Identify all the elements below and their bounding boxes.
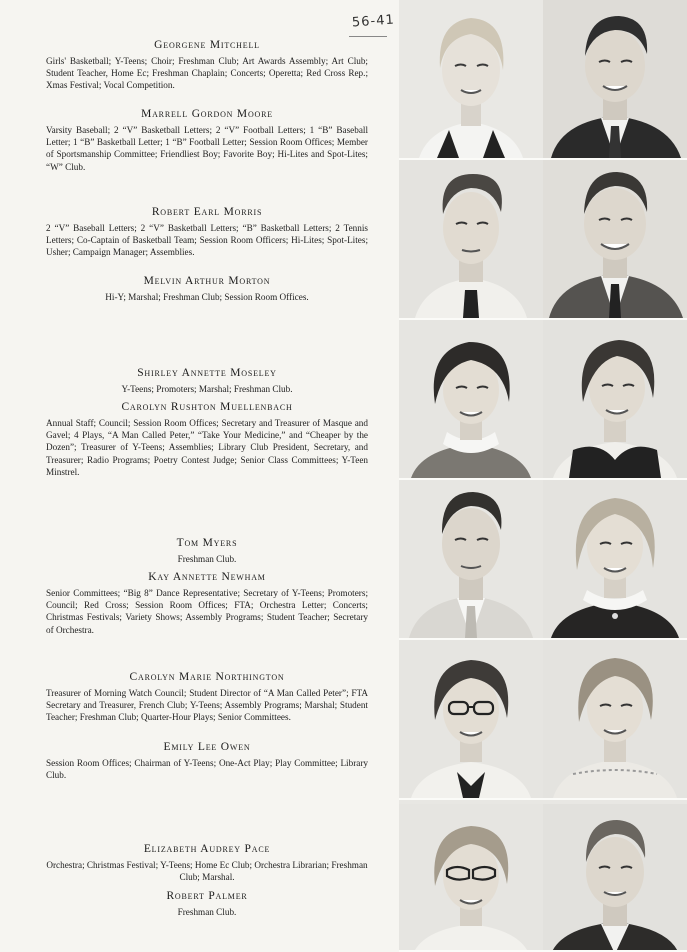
- student-name: Carolyn Marie Northington: [129, 671, 285, 683]
- page-number-underline: [349, 36, 387, 37]
- portrait-photo: [399, 800, 543, 952]
- student-name: Emily Lee Owen: [163, 741, 251, 753]
- student-name: Shirley Annette Moseley: [137, 367, 277, 379]
- senior-entry: [46, 274, 368, 303]
- portrait-grid: [399, 0, 687, 950]
- student-activities: Senior Committees; “Big 8” Dance Representative; Secretary of Y-Teens; Promoters; Council; Red Cross; Session Room Offices; FTA; Orchestra Letter; Concerts; Christmas Festivals; Variety Shows; Assembly Programs; Student Teacher; Secretary of Orchestra.: [46, 588, 368, 635]
- portrait-photo: [543, 160, 687, 320]
- portrait-photo: [543, 640, 687, 800]
- senior-entry: [46, 366, 368, 395]
- portrait-photo: [399, 160, 543, 320]
- student-name: Carolyn Rushton Muellenbach: [121, 401, 293, 413]
- student-activities: Varsity Baseball; 2 “V” Basketball Letters; 2 “V” Football Letters; 1 “B” Baseball Letter; 1 “B” Basketball Letter; 1 “B” Football Letter; Session Room Offices; Member of Sportsmanship Committee; Friendliest Boy; Favorite Boy; Hi-Lites and Spot-Lites; “W” Club.: [46, 125, 368, 172]
- student-activities: Orchestra; Christmas Festival; Y-Teens; Home Ec Club; Orchestra Librarian; Freshman Club; Marshal.: [46, 860, 368, 883]
- student-name: Kay Annette Newham: [148, 571, 266, 583]
- senior-entry: [46, 107, 368, 173]
- page-number: 56-41: [351, 12, 396, 31]
- senior-entry: [46, 570, 368, 636]
- student-activities: Annual Staff; Council; Session Room Offices; Secretary and Treasurer of Masque and Gavel; 4 Plays, “A Man Called Peter,” “Take Your Medicine,” and “Cheaper by the Dozen”; Treasurer of Y-Teens; Assemblies; Library Club President, Secretary, and Treasurer; Radio Programs; Poetry Contest Judge; Senior Class Committees; Y-Teen Minstrel.: [46, 418, 368, 477]
- student-activities: Girls' Basketball; Y-Teens; Choir; Freshman Club; Art Awards Assembly; Art Club; Student Teacher, Home Ec; Freshman Chaplain; Concerts; Operetta; Red Cross Rep.; Xmas Festival; Vocal Competition.: [46, 56, 368, 91]
- student-name: Melvin Arthur Morton: [143, 275, 271, 287]
- portrait-photo: [543, 480, 687, 640]
- portrait-photo: [543, 800, 687, 952]
- student-name: Marrell Gordon Moore: [141, 108, 273, 120]
- portrait-photo: [543, 0, 687, 160]
- senior-entry: [46, 740, 368, 781]
- senior-entry: [46, 536, 368, 565]
- portrait-photo: [399, 0, 543, 160]
- student-name: Tom Myers: [176, 537, 238, 549]
- student-name: Elizabeth Audrey Pace: [143, 843, 271, 855]
- senior-entry: [46, 38, 368, 92]
- portrait-photo: [399, 480, 543, 640]
- portrait-photo: [399, 320, 543, 480]
- student-name: Robert Earl Morris: [151, 206, 263, 218]
- student-activities: Freshman Club.: [177, 554, 237, 564]
- senior-entry: [46, 842, 368, 883]
- senior-entry: [46, 670, 368, 724]
- student-activities: Y-Teens; Promoters; Marshal; Freshman Club.: [121, 384, 293, 394]
- senior-entry: [46, 889, 368, 918]
- portrait-photo: [543, 320, 687, 480]
- student-activities: Treasurer of Morning Watch Council; Student Director of “A Man Called Peter”; FTA Secretary and Treasurer, French Club; Y-Teens; Assembly Programs; Marshal; Student Teacher; Freshman Club; Quarter-Hour Plays; Senior Committees.: [46, 688, 368, 723]
- senior-entry: [46, 400, 368, 478]
- portrait-photo: [399, 640, 543, 800]
- student-activities: 2 “V” Baseball Letters; 2 “V” Basketball Letters; “B” Basketball Letters; 2 Tennis Letters; Co-Captain of Basketball Team; Session Room Officers; Hi-Lites; Spot-Lites; Usher; Campaign Manager; Assemblies.: [46, 223, 368, 258]
- student-activities: Freshman Club.: [177, 907, 237, 917]
- senior-entry: [46, 205, 368, 259]
- student-activities: Hi-Y; Marshal; Freshman Club; Session Room Offices.: [105, 292, 309, 302]
- student-activities: Session Room Offices; Chairman of Y-Teens; One-Act Play; Play Committee; Library Club.: [46, 758, 368, 781]
- student-name: Georgene Mitchell: [154, 39, 260, 51]
- student-name: Robert Palmer: [166, 890, 248, 902]
